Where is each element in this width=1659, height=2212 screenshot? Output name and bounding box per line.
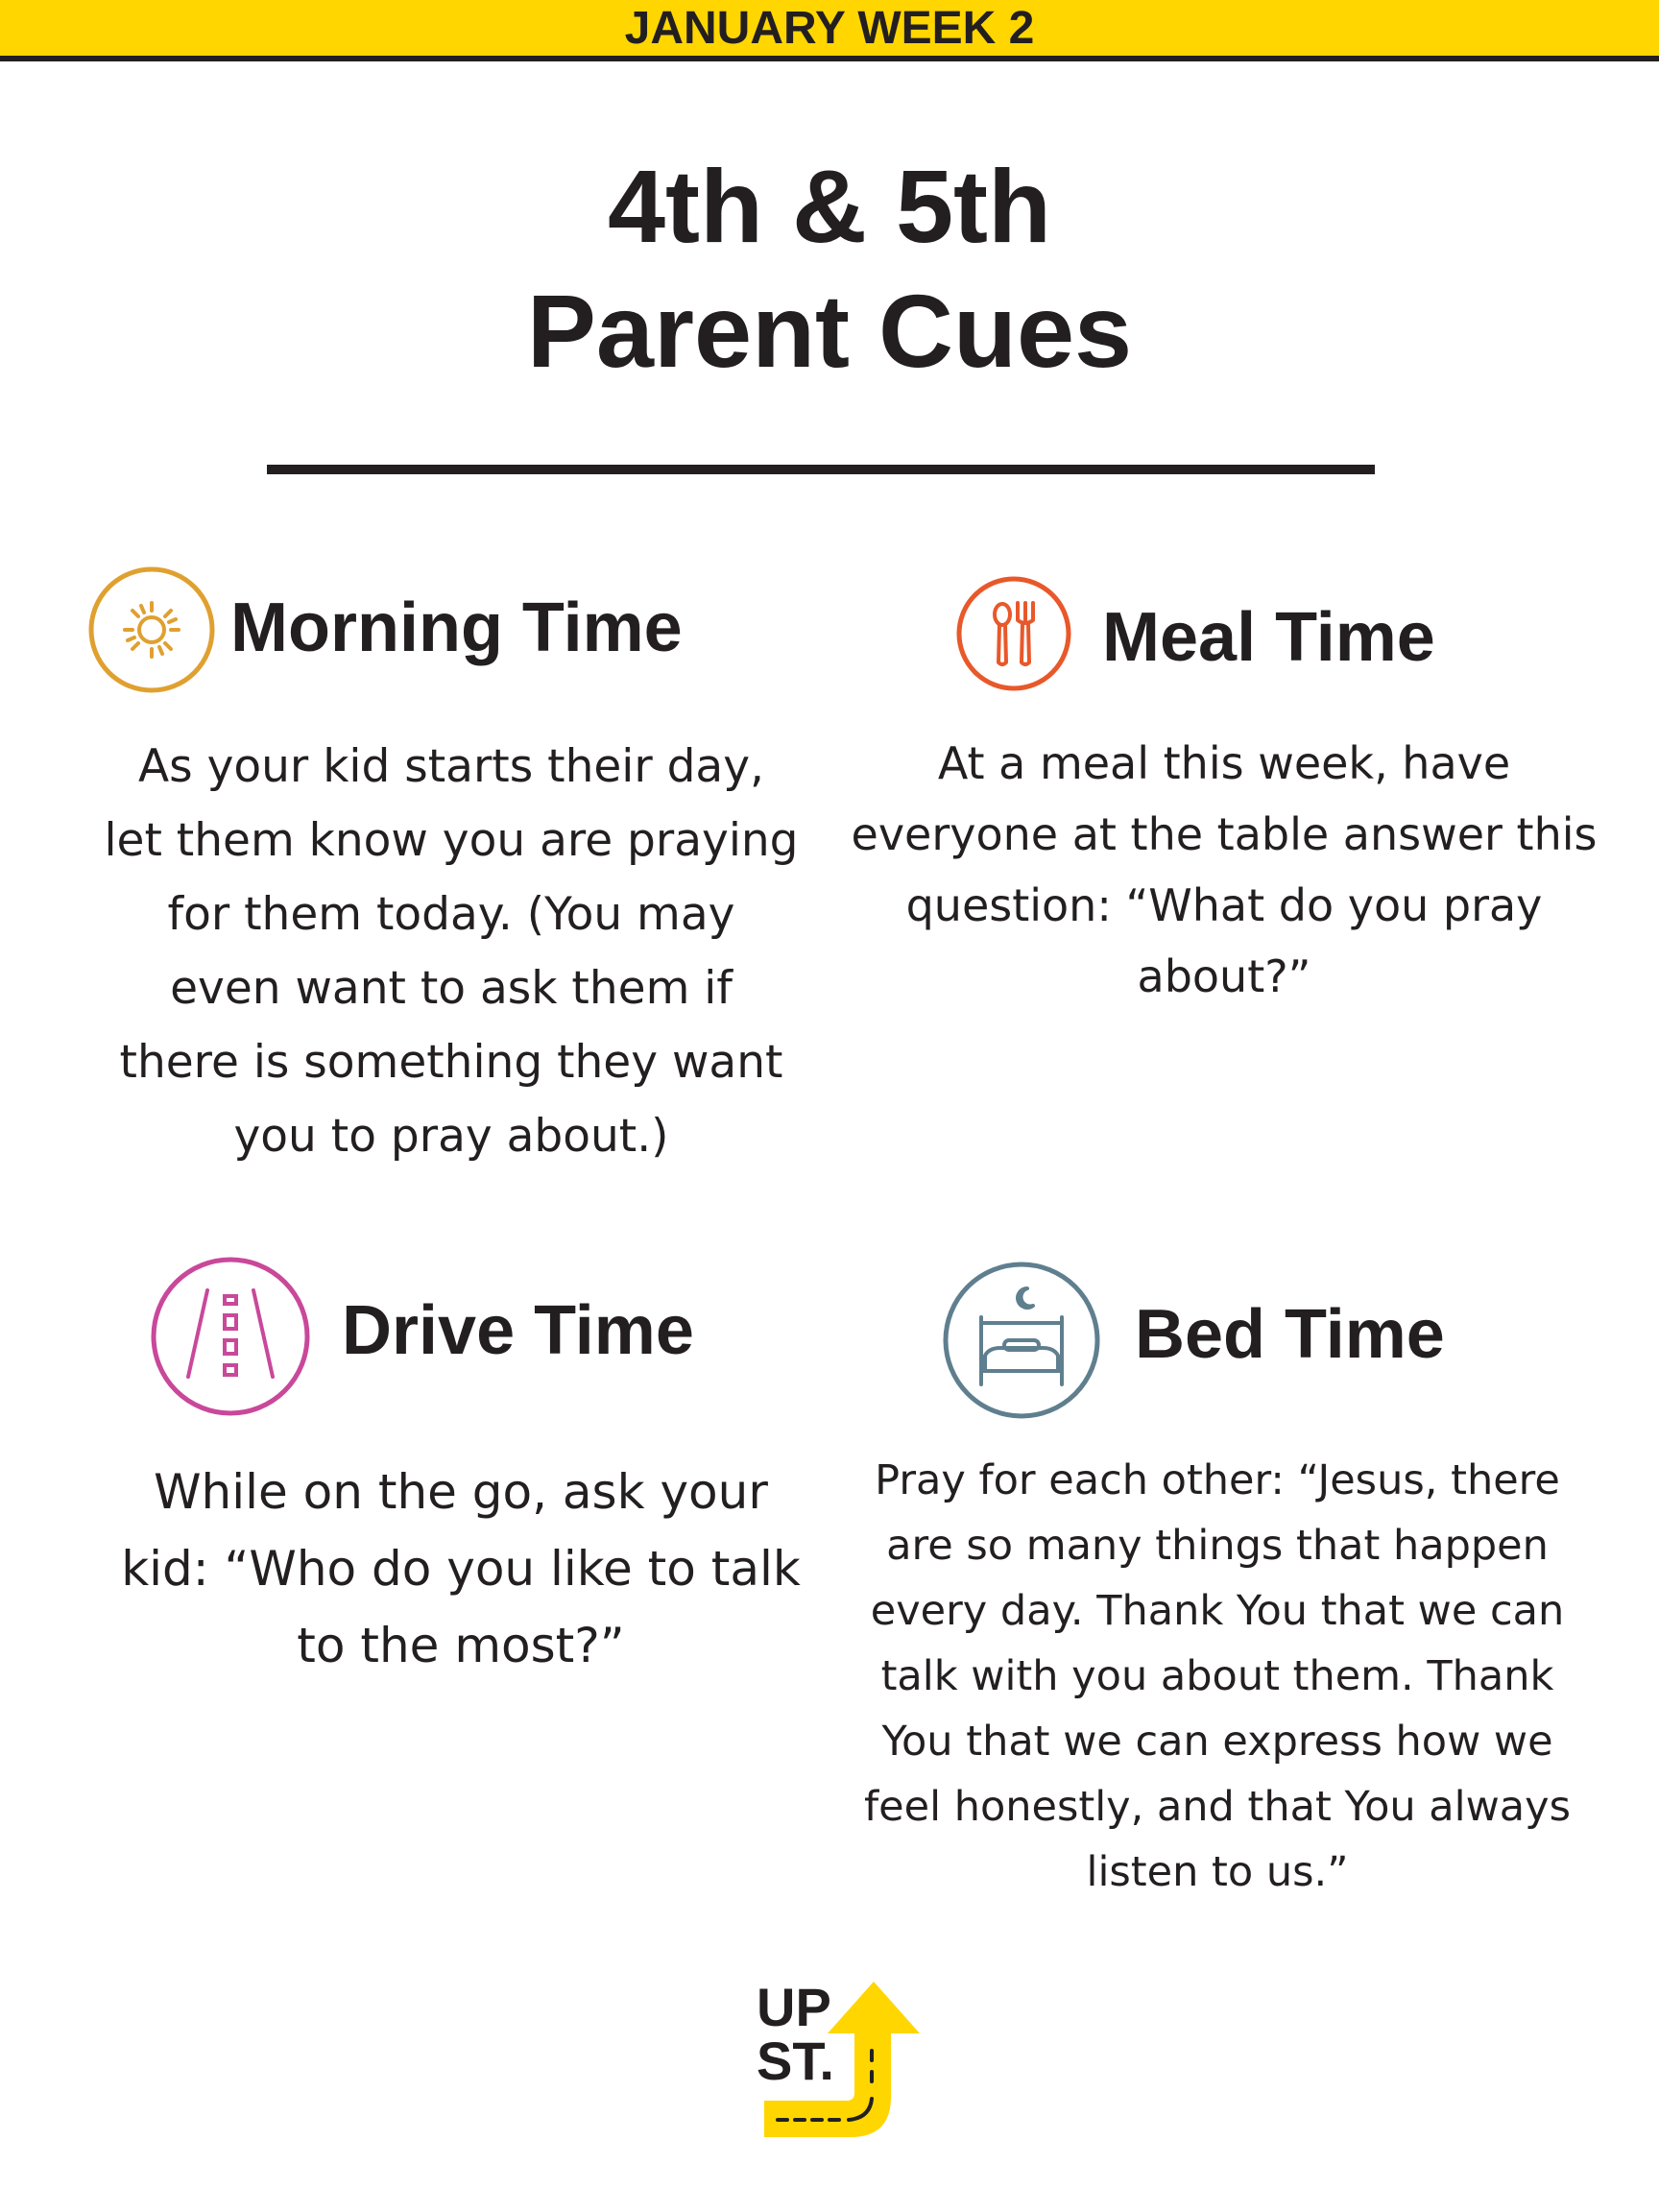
morning-line: you to pray about.) bbox=[233, 1110, 669, 1163]
bed-line: listen to us.” bbox=[1086, 1848, 1349, 1896]
drive-line: to the most?” bbox=[297, 1618, 625, 1673]
bed-moon-icon bbox=[941, 1260, 1102, 1425]
meal-line: about?” bbox=[1137, 950, 1311, 1002]
morning-line: As your kid starts their day, bbox=[138, 740, 764, 793]
bed-line: feel honestly, and that You always bbox=[864, 1783, 1571, 1831]
morning-time-heading: Morning Time bbox=[230, 589, 683, 666]
title-divider bbox=[267, 465, 1375, 474]
page-title-line-2: Parent Cues bbox=[526, 273, 1133, 389]
drive-time-text bbox=[58, 1454, 864, 1684]
drive-line: While on the go, ask your bbox=[154, 1464, 768, 1520]
morning-time-text bbox=[58, 730, 845, 1173]
morning-line: for them today. (You may bbox=[167, 888, 735, 941]
road-icon bbox=[148, 1254, 313, 1423]
morning-line: there is something they want bbox=[119, 1036, 783, 1089]
bed-line: every day. Thank You that we can bbox=[870, 1587, 1565, 1635]
logo-text-up: UP bbox=[757, 1977, 831, 2037]
drive-line: kid: “Who do you like to talk bbox=[121, 1541, 801, 1597]
week-banner-label: JANUARY WEEK 2 bbox=[624, 2, 1035, 54]
week-banner bbox=[0, 0, 1659, 61]
logo-text-st: ST. bbox=[757, 2031, 834, 2091]
meal-line: everyone at the table answer this bbox=[851, 808, 1598, 860]
bed-time-text bbox=[826, 1448, 1609, 1905]
meal-time-text bbox=[845, 728, 1603, 1012]
bed-line: are so many things that happen bbox=[886, 1522, 1549, 1570]
utensils-icon bbox=[954, 574, 1073, 697]
morning-line: let them know you are praying bbox=[104, 814, 799, 867]
bed-line: Pray for each other: “Jesus, there bbox=[875, 1456, 1560, 1504]
page-title-line-1: 4th & 5th bbox=[607, 148, 1051, 264]
meal-line: At a meal this week, have bbox=[937, 737, 1511, 789]
upstreet-logo bbox=[755, 1974, 927, 2147]
meal-time-heading: Meal Time bbox=[1102, 599, 1435, 676]
bed-line: You that we can express how we bbox=[881, 1718, 1553, 1766]
meal-line: question: “What do you pray bbox=[905, 879, 1543, 931]
sun-icon bbox=[86, 565, 217, 699]
drive-time-heading: Drive Time bbox=[342, 1292, 694, 1369]
bed-line: talk with you about them. Thank bbox=[880, 1652, 1554, 1700]
bed-time-heading: Bed Time bbox=[1135, 1296, 1445, 1373]
morning-line: even want to ask them if bbox=[170, 962, 733, 1015]
